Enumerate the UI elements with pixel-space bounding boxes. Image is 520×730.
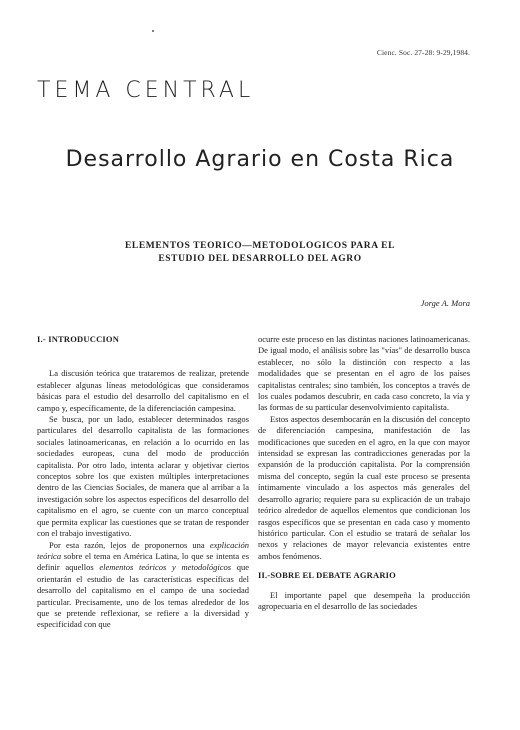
- paragraph: Se busca, por un lado, establecer determinados rasgos particulares del desarrollo capitalista de las formaciones sociales latinoamericanas, en relación a lo ocurrido en las sociedades europeas, cuna del modo de producción capitalista. Por otro lado, intenta aclarar y objetivar ciertos conceptos sobre los que existen múltiples interpretaciones dentro de las Ciencias Sociales, de manera que al arribar a la investigación sobre los aspectos específicos del desarrollo del capitalismo en el agro, se cuente con un marco conceptual que permita explicar las cuestiones que se tratan de responder con el trabajo investigativo.: [37, 414, 249, 539]
- paragraph-text: Por esta razón, lejos de proponernos una: [49, 539, 210, 550]
- article-subtitle: [0, 240, 520, 266]
- section-heading-debate-agrario: II.-SOBRE EL DEBATE AGRARIO: [258, 570, 396, 581]
- paragraph: El importante papel que desempeña la producción agropecuaria en el desarrollo de las sociedades: [258, 589, 470, 611]
- spacer: [258, 582, 470, 590]
- subtitle-line-1: ELEMENTOS TEORICO—METODOLOGICOS PARA EL: [124, 241, 395, 251]
- section-heading-introduccion: I.- INTRODUCCION: [37, 334, 120, 344]
- subtitle-line-2: ESTUDIO DEL DESARROLLO DEL AGRO: [158, 254, 362, 264]
- journal-citation: Cienc. Soc. 27-28: 9-29,1984.: [376, 48, 470, 57]
- spacer: [258, 562, 470, 570]
- left-column: [37, 334, 249, 631]
- paragraph-text: sobre el tema en América Latina, lo que se intenta es definir aquellos: [37, 550, 249, 573]
- author-name: Jorge A. Mora: [420, 298, 470, 308]
- paragraph: [37, 540, 249, 631]
- section-label: TEMA CENTRAL: [37, 78, 255, 103]
- spacer: [37, 345, 249, 368]
- scan-speck: [152, 30, 154, 32]
- paragraph: Estos aspectos desembocarán en la discusión del concepto de diferenciación campesina, manifestación de las modificaciones que suceden en el agro, en la que con mayor intensidad se expresan las contradicciones generadas por la expansión de la producción capitalista. Por la comprensión misma del concepto, según la cual este proceso se presenta íntimamente vinculado a los aspectos más generales del desarrollo agrario; requiere para su explicación de un trabajo teórico alrededor de aquellos elementos que condicionan los rasgos específicos que se presentan en cada caso y momento histórico particular. Con el estudio se tratará de señalar los nexos y relaciones de mayor relevancia existentes entre ambos fenómenos.: [258, 413, 470, 561]
- paragraph-text: que orientarán el estudio de las características específicas del desarrollo del capitalismo en el campo de una sociedad particular. Precisamente, uno de los temas alrededor de los que se pretende reflexionar, se refiere a la diversidad y especificidad con que: [37, 562, 250, 630]
- paragraph: La discusión teórica que trataremos de realizar, pretende establecer algunas líneas metodológicas que consideramos básicas para el estudio del desarrollo del capitalismo en el campo y, específicamente, de la diferenciación campesina.: [37, 368, 249, 413]
- emphasis-text: explicación teórica: [37, 539, 249, 561]
- emphasis-text: elementos teóricos y metodológicos: [99, 562, 232, 573]
- paragraph: ocurre este proceso en las distintas naciones latinoamericanas. De igual modo, el análisis sobre las "vías" de desarrollo busca establecer, no sólo la distinción con respecto a las modalidades que se presentan en el agro de los países capitalistas centrales; sino también, los conceptos a través de los cuales podamos descubrir, en cada caso concreto, la vía y las formas de su particular desenvolvimiento capitalista.: [258, 334, 470, 413]
- article-title: Desarrollo Agrario en Costa Rica: [65, 147, 455, 172]
- right-column: [258, 334, 470, 612]
